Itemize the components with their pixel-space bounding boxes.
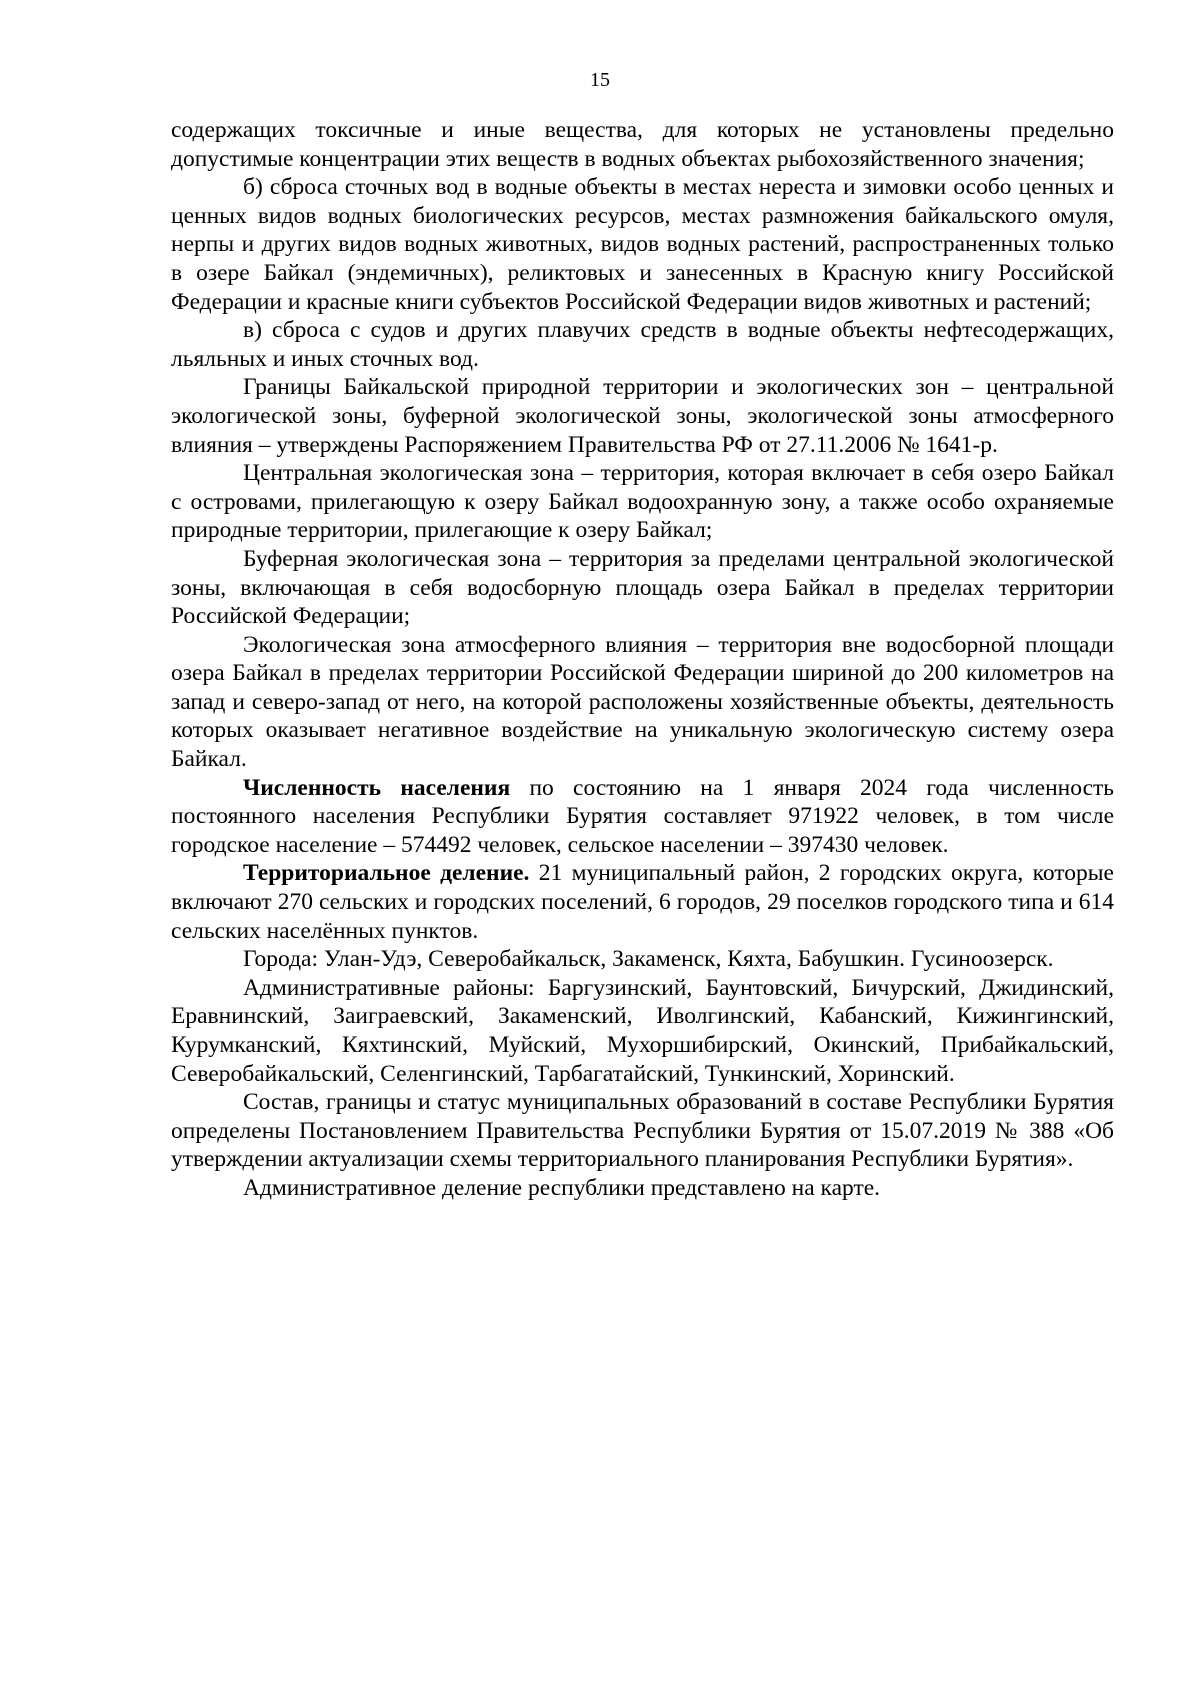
population-heading: Численность населения bbox=[243, 774, 511, 801]
territorial-division-heading: Территориальное деление. bbox=[243, 860, 530, 887]
paragraph-ship-discharge: в) сброса с судов и других плавучих средств в водные объекты нефтесодержащих, льяльных и иных сточных вод. bbox=[171, 317, 1114, 372]
paragraph-territorial-division bbox=[171, 859, 1114, 945]
population-text: по состоянию на 1 января 2024 года численность постоянного населения Республики Бурятия составляет 971922 человек, в том числе городское население – 574492 человек, сельское населении – 397430 человек. bbox=[171, 774, 1114, 858]
document-body bbox=[171, 116, 1114, 1203]
paragraph-atmospheric-zone: Экологическая зона атмосферного влияния – территория вне водосборной площади озера Байкал в пределах территории Российской Федерации шириной до 200 километров на запад и северо-запад от него, на которой расположены хозяйственные объекты, деятельность которых оказывает негативное воздействие на уникальную экологическую систему озера Байкал. bbox=[171, 631, 1114, 773]
paragraph-districts: Административные районы: Баргузинский, Баунтовский, Бичурский, Джидинский, Еравнинский, Заиграевский, Закаменский, Иволгинский, Кабанский, Кижингинский, Курумканский, Кяхтинский, Муйский, Мухоршибирский, Окинский, Прибайкальский, Северобайкальский, Селенгинский, Тарбагатайский, Тункинский, Хоринский. bbox=[171, 974, 1114, 1087]
paragraph-wastewater-spawning: б) сброса сточных вод в водные объекты в местах нереста и зимовки особо ценных и ценных видов водных биологических ресурсов, местах размножения байкальского омуля, нерпы и других видов водных животных, видов водных растений, распространенных только в озере Байкал (эндемичных), реликтовых и занесенных в Красную книгу Российской Федерации и красные книги субъектов Российской Федерации видов животных и растений; bbox=[171, 174, 1114, 315]
paragraph-municipal-status: Состав, границы и статус муниципальных образований в составе Республики Бурятия определены Постановлением Правительства Республики Бурятия от 15.07.2019 № 388 «Об утверждении актуализации схемы территориального планирования Республики Бурятия». bbox=[171, 1089, 1114, 1173]
paragraph-buffer-zone: Буферная экологическая зона – территория за пределами центральной экологической зоны, включающая в себя водосборную площадь озера Байкал в пределах территории Российской Федерации; bbox=[171, 545, 1114, 630]
paragraph-toxic-substances: содержащих токсичные и иные вещества, для которых не установлены предельно допустимые концентрации этих веществ в водных объектах рыбохозяйственного значения; bbox=[171, 117, 1114, 172]
paragraph-population bbox=[171, 774, 1114, 860]
paragraph-cities: Города: Улан-Удэ, Северобайкальск, Закаменск, Кяхта, Бабушкин. Гусиноозерск. bbox=[243, 946, 1054, 973]
paragraph-central-zone: Центральная экологическая зона – территория, которая включает в себя озеро Байкал с островами, прилегающую к озеру Байкал водоохранную зону, а также особо охраняемые природные территории, прилегающие к озеру Байкал; bbox=[171, 460, 1114, 544]
page-number: 15 bbox=[590, 69, 610, 91]
paragraph-map-reference: Административное деление республики представлено на карте. bbox=[243, 1174, 881, 1201]
paragraph-baikal-zones-boundaries: Границы Байкальской природной территории и экологических зон – центральной экологической зоны, буферной экологической зоны, экологической зоны атмосферного влияния – утверждены Распоряжением Правительства РФ от 27.11.2006 № 1641-р. bbox=[171, 374, 1114, 458]
territorial-division-text: 21 муниципальный район, 2 городских округа, которые включают 270 сельских и городских поселений, 6 городов, 29 поселков городского типа и 614 сельских населённых пунктов. bbox=[171, 860, 1114, 944]
